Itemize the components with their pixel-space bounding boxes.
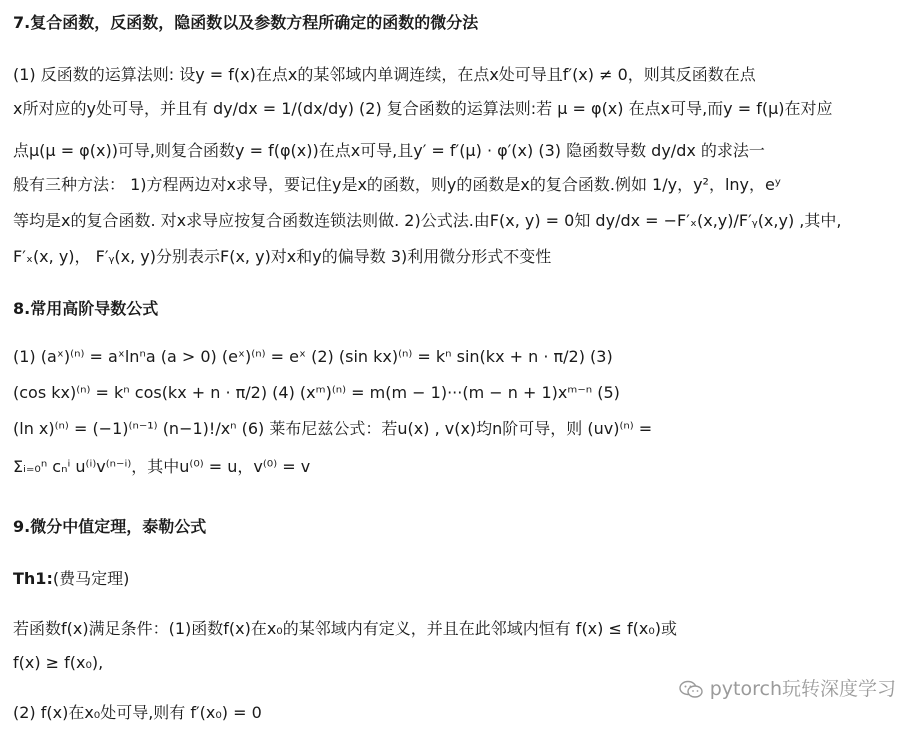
watermark bbox=[678, 674, 896, 701]
s7-line-4: 般有三种方法： 1)方程两边对x求导，要记住y是x的函数，则y的函数是x的复合函数.例如 1/y，y²，lny，eʸ bbox=[13, 175, 781, 194]
s8-line-1: (1) (aˣ)⁽ⁿ⁾ = aˣlnⁿa (a > 0) (eˣ)⁽ⁿ⁾ = eˣ (2) (sin kx)⁽ⁿ⁾ = kⁿ sin(kx + n · π/2) (3) bbox=[13, 347, 613, 366]
s7-line-5: 等均是x的复合函数. 对x求导应按复合函数连锁法则做. 2)公式法.由F(x, y) = 0知 dy/dx = −F′ₓ(x,y)/F′ᵧ(x,y) ,其中, bbox=[13, 211, 842, 230]
s9-line-2: f(x) ≥ f(x₀), bbox=[13, 653, 104, 672]
theorem-label: Th1: bbox=[13, 569, 53, 588]
section-heading-8: 8.常用高阶导数公式 bbox=[13, 299, 159, 318]
theorem-name: (费马定理) bbox=[52, 569, 130, 588]
s8-line-4: Σᵢ₌₀ⁿ cₙⁱ u⁽ⁱ⁾v⁽ⁿ⁻ⁱ⁾，其中u⁽⁰⁾ = u，v⁽⁰⁾ = v bbox=[13, 457, 311, 476]
s8-line-3: (ln x)⁽ⁿ⁾ = (−1)⁽ⁿ⁻¹⁾ (n−1)!/xⁿ (6) 莱布尼兹公式：若u(x) , v(x)均n阶可导，则 (uv)⁽ⁿ⁾ = bbox=[13, 419, 653, 438]
section-heading-9: 9.微分中值定理，泰勒公式 bbox=[13, 517, 207, 536]
s9-line-3: (2) f(x)在x₀处可导,则有 f′(x₀) = 0 bbox=[13, 703, 262, 722]
s9-line-1: 若函数f(x)满足条件：(1)函数f(x)在x₀的某邻域内有定义，并且在此邻域内恒有 f(x) ≤ f(x₀)或 bbox=[13, 619, 677, 638]
watermark-text: pytorch玩转深度学习 bbox=[709, 678, 896, 700]
section-heading-7: 7.复合函数，反函数，隐函数以及参数方程所确定的函数的微分法 bbox=[13, 13, 479, 32]
s7-line-3: 点μ(μ = φ(x))可导,则复合函数y = f(φ(x))在点x可导,且y′ = f′(μ) · φ′(x) (3) 隐函数导数 dy/dx 的求法一 bbox=[13, 141, 765, 160]
s8-line-2: (cos kx)⁽ⁿ⁾ = kⁿ cos(kx + n · π/2) (4) (xᵐ)⁽ⁿ⁾ = m(m − 1)···(m − n + 1)xᵐ⁻ⁿ (5) bbox=[13, 383, 620, 402]
s7-line-6: F′ₓ(x, y)， F′ᵧ(x, y)分别表示F(x, y)对x和y的偏导数 3)利用微分形式不变性 bbox=[13, 247, 552, 266]
theorem-1-title bbox=[13, 568, 129, 590]
s7-line-2: x所对应的y处可导，并且有 dy/dx = 1/(dx/dy) (2) 复合函数的运算法则:若 μ = φ(x) 在点x可导,而y = f(μ)在对应 bbox=[13, 99, 833, 118]
wechat-icon bbox=[678, 679, 704, 699]
s7-line-1: (1) 反函数的运算法则: 设y = f(x)在点x的某邻域内单调连续，在点x处可导且f′(x) ≠ 0，则其反函数在点 bbox=[13, 65, 756, 84]
